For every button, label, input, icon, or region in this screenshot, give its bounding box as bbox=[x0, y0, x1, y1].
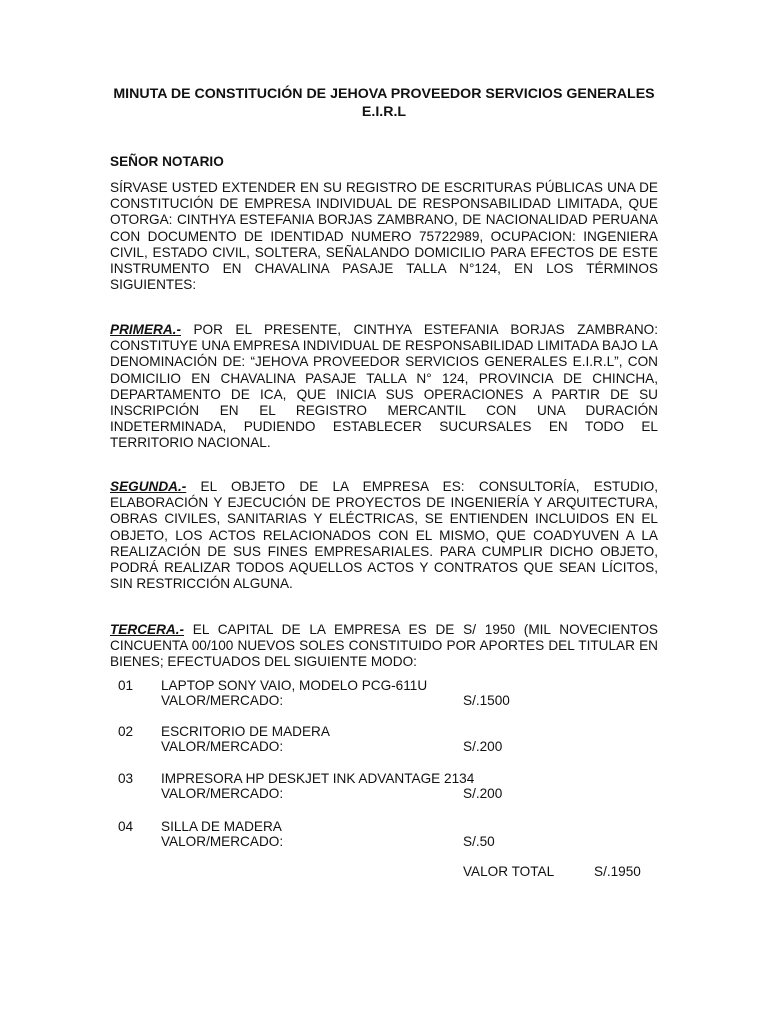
intro-paragraph: SÍRVASE USTED EXTENDER EN SU REGISTRO DE ESCRITURAS PÚBLICAS UNA DE CONSTITUCIÓN DE EMPRESA INDIVIDUAL DE RESPONSABILIDAD LIMITADA, QUE OTORGA: CINTHYA ESTEFANIA BORJAS ZAMBRANO, DE NACIONALIDAD PERUANA CON DOCUMENTO DE IDENTIDAD NUMERO 75722989, OCUPACION: INGENIERA CIVIL, ESTADO CIVIL, SOLTERA, SEÑALANDO DOMICILIO PARA EFECTOS DE ESTE INSTRUMENTO EN CHAVALINA PASAJE TALLA N°124, EN LOS TÉRMINOS SIGUIENTES: bbox=[110, 180, 658, 293]
clause-segunda bbox=[110, 479, 658, 592]
item-number: 02 bbox=[118, 724, 134, 739]
clause-label: TERCERA.- bbox=[110, 622, 185, 637]
item-description: LAPTOP SONY VAIO, MODELO PCG-611U bbox=[161, 678, 428, 693]
item-value-label: VALOR/MERCADO: bbox=[161, 786, 284, 801]
item-number: 03 bbox=[118, 771, 134, 786]
document-title: MINUTA DE CONSTITUCIÓN DE JEHOVA PROVEEDOR SERVICIOS GENERALES E.I.R.L bbox=[113, 86, 655, 120]
clause-text: EL CAPITAL DE LA EMPRESA ES DE S/ 1950 (MIL NOVECIENTOS CINCUENTA 00/100 NUEVOS SOLES CONSTITUIDO POR APORTES DEL TITULAR EN BIENES; EFECTUADOS DEL SIGUIENTE MODO: bbox=[110, 622, 658, 670]
total-label: VALOR TOTAL bbox=[463, 864, 555, 879]
clause-label: SEGUNDA.- bbox=[110, 479, 187, 494]
item-value: S/.1500 bbox=[463, 693, 510, 708]
item-description: SILLA DE MADERA bbox=[161, 819, 282, 834]
item-value: S/.200 bbox=[463, 739, 503, 754]
clause-text: POR EL PRESENTE, CINTHYA ESTEFANIA BORJAS ZAMBRANO: CONSTITUYE UNA EMPRESA INDIVIDUAL DE RESPONSABILIDAD LIMITADA BAJO LA DENOMINACIÓN DE: “JEHOVA PROVEEDOR SERVICIOS GENERALES E.I.R.L”, CON DOMICILIO EN CHAVALINA PASAJE TALLA N° 124, PROVINCIA DE CHINCHA, DEPARTAMENTO DE ICA, QUE INICIA SUS OPERACIONES A PARTIR DE SU INSCRIPCIÓN EN EL REGISTRO MERCANTIL CON UNA DURACIÓN INDETERMINADA, PUDIENDO ESTABLECER SUCURSALES EN TODO EL TERRITORIO NACIONAL. bbox=[110, 322, 658, 451]
item-description: IMPRESORA HP DESKJET INK ADVANTAGE 2134 bbox=[161, 771, 475, 786]
item-description: ESCRITORIO DE MADERA bbox=[161, 724, 330, 739]
total-value: S/.1950 bbox=[594, 864, 641, 879]
item-number: 04 bbox=[118, 819, 134, 834]
clause-label: PRIMERA.- bbox=[110, 322, 181, 337]
clause-tercera bbox=[110, 622, 658, 671]
item-value: S/.200 bbox=[463, 786, 503, 801]
item-value: S/.50 bbox=[463, 834, 495, 849]
item-value-label: VALOR/MERCADO: bbox=[161, 693, 284, 708]
item-number: 01 bbox=[118, 678, 134, 693]
item-value-label: VALOR/MERCADO: bbox=[161, 739, 284, 754]
clause-primera bbox=[110, 322, 658, 452]
item-value-label: VALOR/MERCADO: bbox=[161, 834, 284, 849]
salutation-heading: SEÑOR NOTARIO bbox=[110, 154, 224, 169]
clause-text: EL OBJETO DE LA EMPRESA ES: CONSULTORÍA, ESTUDIO, ELABORACIÓN Y EJECUCIÓN DE PROYECTOS DE INGENIERÍA Y ARQUITECTURA, OBRAS CIVILES, SANITARIAS Y ELÉCTRICAS, SE ENTIENDEN INCLUIDOS EN EL OBJETO, LOS ACTOS RELACIONADOS CON EL MISMO, QUE COADYUVEN A LA REALIZACIÓN DE SUS FINES EMPRESARIALES. PARA CUMPLIR DICHO OBJETO, PODRÁ REALIZAR TODOS AQUELLOS ACTOS Y CONTRATOS QUE SEAN LÍCITOS, SIN RESTRICCIÓN ALGUNA. bbox=[110, 479, 658, 592]
